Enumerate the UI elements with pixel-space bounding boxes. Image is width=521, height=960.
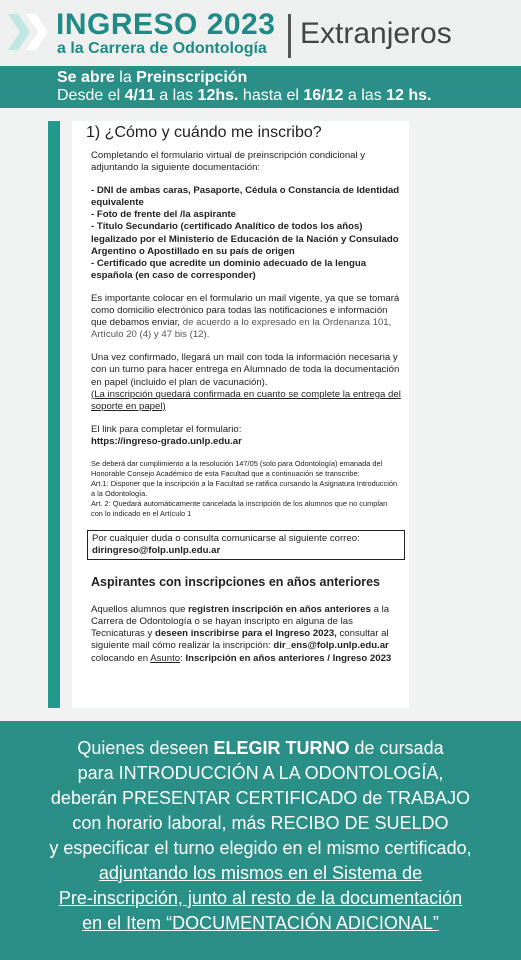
footer-line: Pre-inscripción, junto al resto de la documentación (58, 888, 463, 908)
footer-line: en el Item “DOCUMENTACIÓN ADICIONAL” (82, 913, 439, 933)
mail-notice: Es importante colocar en el formulario un mail vigente, ya que se tomará como domicilio electrónico para todas las notificaciones e información que debamos enviar, de acuerdo a lo expresado en la Ordenanza 101, Artículo 20 (4) y 47 bis (12). (91, 292, 400, 341)
intro-text: Completando el formulario virtual de preinscripción condicional y adjuntando la siguiente documentación: (91, 150, 366, 174)
double-chevron-icon (8, 12, 52, 52)
section-content (91, 150, 401, 676)
doc-item: - Certificado que acredite un dominio adecuado de la lengua española (en caso de corresponder) (91, 257, 367, 281)
banner-line-2: Desde el 4/11 a las 12hs. hasta el 16/12 a las 12 hs. (57, 87, 432, 104)
resolution-text: Se deberá dar cumplimiento a la resolución 147/05 (solo para Odontología) emanada del Honorable Consejo Académico de esta Facultad que a continuación se transcribe: Art.1: Disponer que la inscripción a la Facultad se ratifica cursando la Asignatura Introducción a la Odontología. Art. 2: Quedará automáticamente cancelada la inscripción de los alumnos que no cumplan con lo indicado en el Artículo 1 (91, 458, 398, 518)
title-divider (288, 14, 291, 58)
footer-line: Quienes deseen ELEGIR TURNO de cursada (77, 738, 444, 758)
category-title: Extranjeros (300, 17, 452, 50)
doc-item: - DNI de ambas caras, Pasaporte, Cédula o Constancia de Identidad equivalente (91, 185, 400, 209)
date-banner (0, 66, 521, 108)
page-title: INGRESO 2023 (56, 8, 276, 41)
confirmation-text: Una vez confirmado, llegará un mail con toda la información necesaria y con un turno para hacer entrega en Alumnado de toda la documentación en papel (incluido el plan de vacunación). (La inscripción quedará confirmada en cuanto se complete la entrega del soporte en papel) (91, 352, 401, 412)
contact-box (87, 530, 405, 560)
form-link[interactable]: https://ingreso-grado.unlp.edu.ar (91, 435, 242, 447)
footer-line: deberán PRESENTAR CERTIFICADO de TRABAJO (50, 788, 471, 808)
doc-item: - Foto de frente del /la aspirante (91, 209, 236, 221)
footer-line: adjuntando los mismos en el Sistema de (98, 863, 423, 883)
footer-line: para INTRODUCCIÓN A LA ODONTOLOGÍA, (77, 763, 444, 783)
documents-list (91, 185, 401, 282)
footer-notice (0, 721, 521, 960)
aspirantes-email[interactable]: dir_ens@folp.unlp.edu.ar (273, 640, 389, 652)
contact-email[interactable]: diringreso@folp.unlp.edu.ar (92, 545, 221, 557)
footer-line: con horario laboral, más RECIBO DE SUELDO (72, 813, 449, 833)
aspirantes-text: Aquellos alumnos que registren inscripción en años anteriores a la Carrera de Odontología o se hayan inscripto en alguna de las Tecnicaturas y deseen inscribirse para el Ingreso 2023, consultar al siguiente mail cómo realizar la inscripción: dir_ens@folp.unlp.edu.ar colocando en Asunto: Inscripción en años anteriores / Ingreso 2023 (91, 604, 392, 664)
aspirantes-title: Aspirantes con inscripciones en años anteriores (91, 575, 380, 590)
form-link-block: El link para completar el formulario: https://ingreso-grado.unlp.edu.ar (91, 423, 242, 447)
contact-label: Por cualquier duda o consulta comunicarse al siguiente correo: (92, 532, 360, 544)
doc-item: - Título Secundario (certificado Analítico de todos los años) legalizado por el Ministerio de Educación de la Nación y Consulado Argentino o Apostillado en su país de origen (91, 221, 399, 257)
page-subtitle: a la Carrera de Odontología (57, 40, 267, 57)
section-title: 1) ¿Cómo y cuándo me inscribo? (86, 124, 322, 141)
accent-bar (48, 121, 60, 708)
header (0, 0, 521, 66)
banner-line-1: Se abre la Preinscripción (57, 69, 248, 86)
footer-line: y especificar el turno elegido en el mismo certificado, (49, 838, 472, 858)
